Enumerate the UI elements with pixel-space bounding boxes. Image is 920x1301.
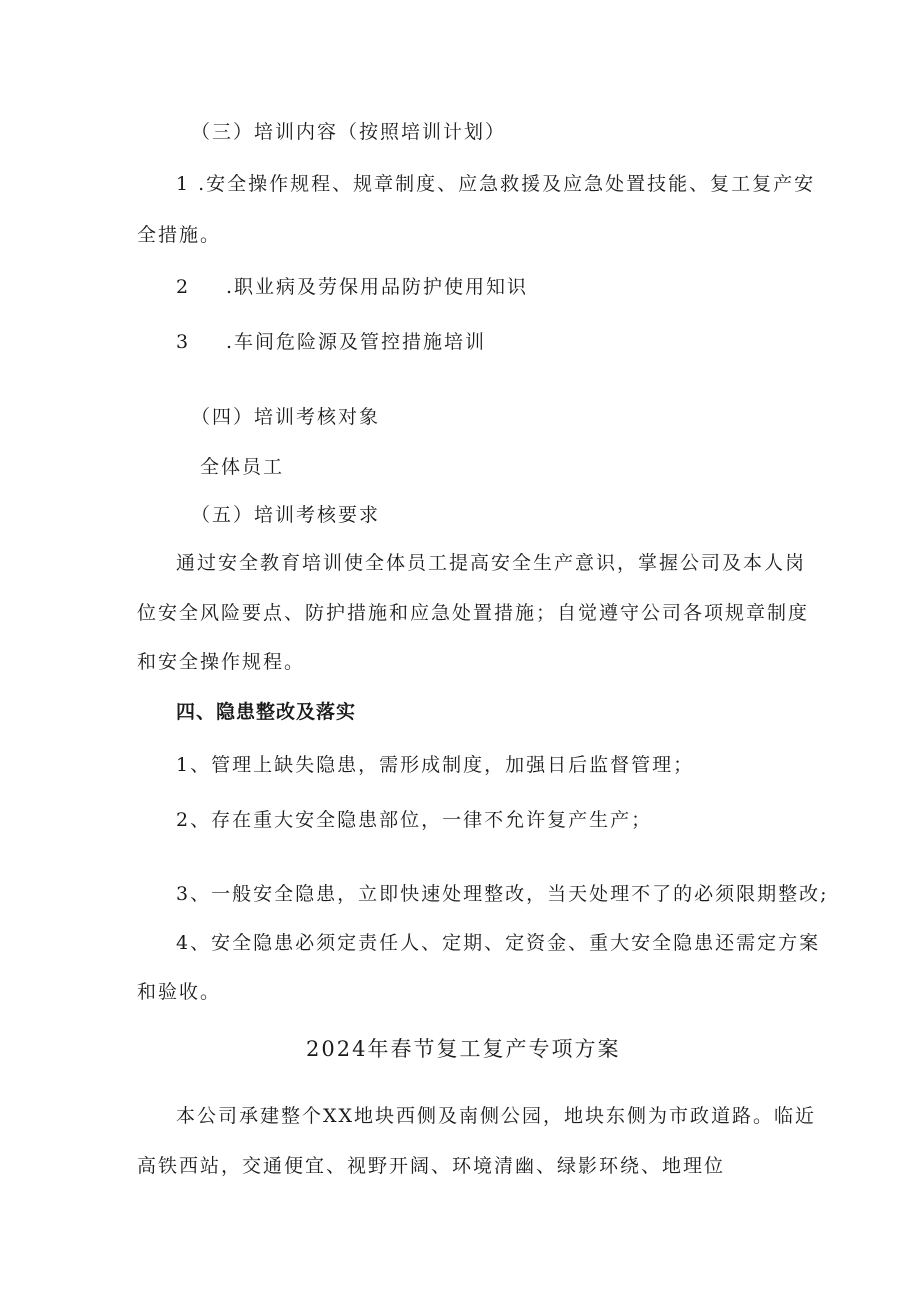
section-3-heading: （三）培训内容（按照培训计划） xyxy=(191,121,507,143)
section-3-item-2 xyxy=(176,275,528,299)
section-4-heading: （四）培训考核对象 xyxy=(191,406,381,428)
intro-line-2: 高铁西站，交通便宜、视野开阔、环境清幽、绿影环绕、地理位 xyxy=(137,1155,726,1177)
chapter-4-item-4-continuation: 和验收。 xyxy=(137,981,222,1003)
intro-line-1: 本公司承建整个XX地块西侧及南侧公园，地块东侧为市政道路。临近 xyxy=(176,1105,817,1127)
section-3-item-3 xyxy=(176,330,486,354)
item-number: 1 xyxy=(176,173,191,195)
document-title: 2024年春节复工复产专项方案 xyxy=(306,1037,621,1061)
item-text: .车间危险源及管控措施培训 xyxy=(226,331,487,353)
section-5-paragraph-line-3: 和安全操作规程。 xyxy=(137,651,306,673)
chapter-4-item-1: 1、管理上缺失隐患，需形成制度，加强日后监督管理； xyxy=(176,754,695,776)
section-5-heading: （五）培训考核要求 xyxy=(191,504,381,526)
item-text: .职业病及劳保用品防护使用知识 xyxy=(226,276,529,298)
section-4-text: 全体员工 xyxy=(200,456,285,478)
item-number: 2 xyxy=(176,276,191,298)
chapter-4-item-3: 3、一般安全隐患，立即快速处理整改，当天处理不了的必须限期整改; xyxy=(176,883,829,905)
section-3-item-1 xyxy=(176,172,815,196)
item-number: 3 xyxy=(176,331,191,353)
chapter-4-item-4: 4、安全隐患必须定责任人、定期、定资金、重大安全隐患还需定方案 xyxy=(176,932,821,954)
chapter-4-heading: 四、隐患整改及落实 xyxy=(176,701,357,723)
item-text: .安全操作规程、规章制度、应急救援及应急处置技能、复工复产安 xyxy=(198,173,816,195)
section-3-item-1-continuation: 全措施。 xyxy=(137,224,222,246)
chapter-4-item-2: 2、存在重大安全隐患部位，一律不允许复产生产； xyxy=(176,809,653,831)
section-5-paragraph-line-1: 通过安全教育培训使全体员工提高安全生产意识，掌握公司及本人岗 xyxy=(176,552,807,574)
section-5-paragraph-line-2: 位安全风险要点、防护措施和应急处置措施；自觉遵守公司各项规章制度 xyxy=(137,602,810,624)
